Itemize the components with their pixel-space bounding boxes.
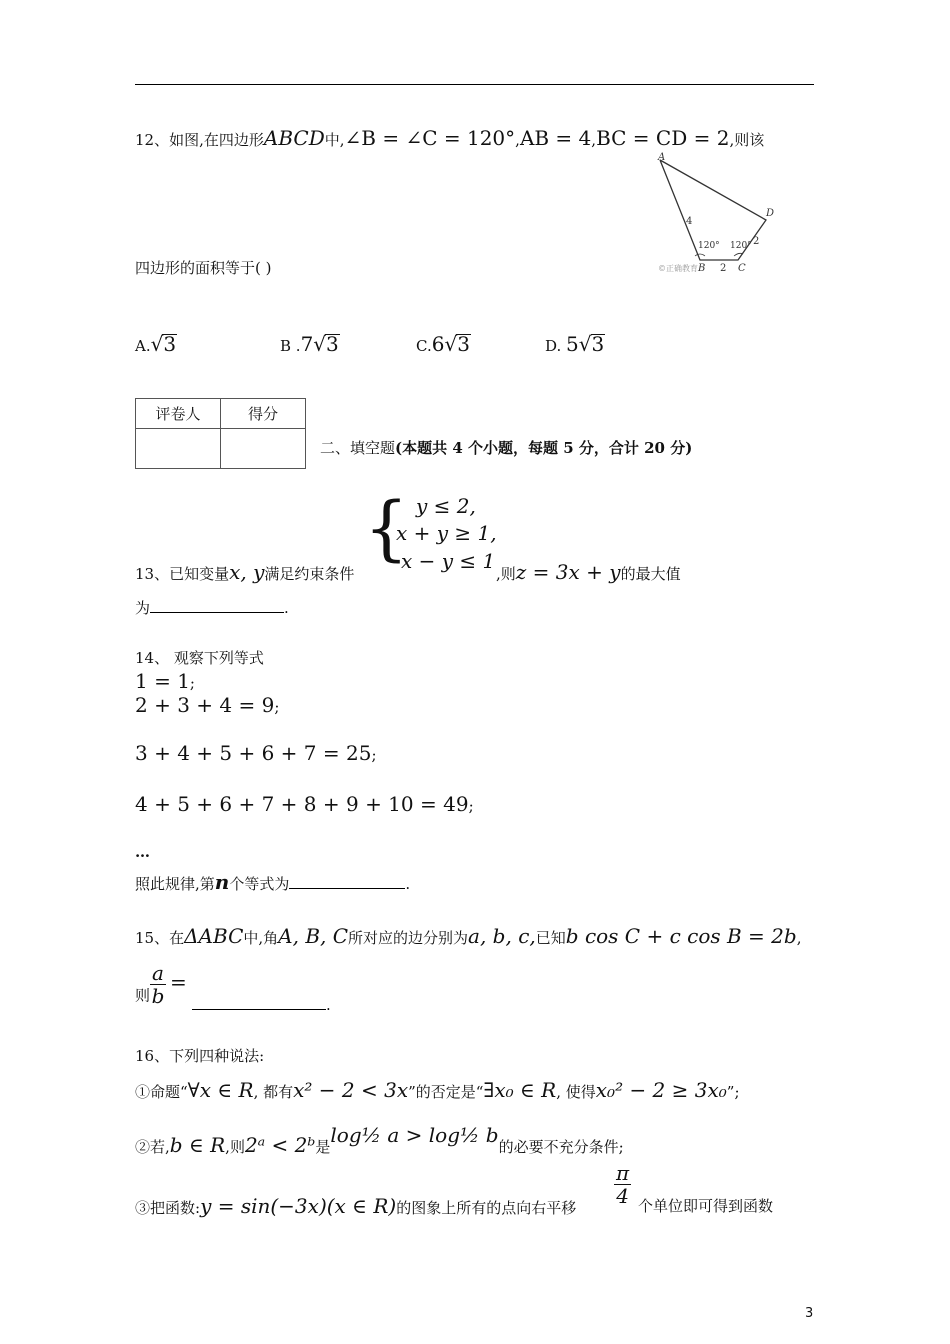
q13-answer-blank[interactable] [150, 598, 284, 613]
option-c-coef: 6 [431, 332, 445, 356]
q14-eq4-semi: ; [468, 797, 474, 815]
s2-text-c: 是 [315, 1138, 331, 1156]
option-a-rad: 3 [163, 332, 177, 356]
score-header-score: 得分 [221, 399, 306, 429]
s1-text-e: ”; [726, 1083, 740, 1101]
q12-figure [648, 148, 788, 276]
fig-label-a: A [658, 152, 666, 163]
fig-side-bc: 2 [720, 263, 727, 274]
q14-line-final [135, 872, 410, 894]
q15-equals: = [169, 969, 187, 994]
q13-text1: 已知变量 [169, 565, 230, 583]
q13-objective: z = 3x + y [515, 560, 621, 584]
fig-arc-b [695, 254, 705, 256]
option-a-label: A. [135, 337, 151, 355]
q15-condition: b cos C + c cos B = 2b [565, 924, 797, 948]
fig-label-d: D [766, 208, 775, 219]
q13-end: . [284, 599, 289, 617]
option-c-label: C. [416, 337, 432, 355]
q12-option-b [280, 334, 340, 356]
q13-constraint-3: x − y ≤ 1 [401, 549, 496, 573]
option-c-value: 6√3 [431, 332, 470, 356]
s2-math-2: 2ᵃ < 2ᵇ [244, 1133, 316, 1157]
q15-sides: a, b, c, [468, 924, 536, 948]
fig-angle-c: 120° [730, 241, 752, 251]
section2-title: 二、填空题 [320, 439, 396, 457]
q14-eq3 [135, 741, 377, 765]
q14-ellipsis: … [135, 843, 150, 861]
q15-numerator: a [152, 961, 164, 985]
q14-text2: 照此规律,第 [135, 875, 215, 893]
option-b-value: 7√3 [300, 332, 339, 356]
q15-denominator: b [151, 984, 165, 1008]
q15-text1: 在 [169, 929, 185, 947]
q12-sep1: , [515, 131, 520, 149]
s1-text-a: ①命题“ [135, 1083, 188, 1101]
option-d-coef: 5 [566, 332, 579, 356]
q14-number: 14、 [135, 649, 170, 667]
q16-number: 16、 [135, 1047, 170, 1065]
option-a-value: √3 [150, 332, 177, 356]
q12-option-d [545, 334, 605, 356]
q15-angles: A, B, C [278, 924, 349, 948]
option-b-label: B . [280, 337, 301, 355]
score-table [135, 398, 306, 469]
score-cell-grader [136, 429, 221, 469]
q13-constraint-2: x + y ≥ 1, [396, 521, 497, 545]
q12-line1 [135, 128, 764, 150]
s1-math-2: x² − 2 < 3x [293, 1078, 409, 1102]
q13-line2 [135, 598, 289, 618]
q14-eq3-semi: ; [371, 746, 377, 764]
q12-option-a [135, 334, 177, 356]
q13-number: 13、 [135, 565, 170, 583]
q14-answer-blank[interactable] [289, 874, 405, 889]
fig-angle-b: 120° [698, 241, 720, 251]
q16-statement-2 [135, 1123, 624, 1157]
q15-line1 [135, 926, 801, 948]
q15-line2 [135, 962, 187, 1007]
q16-text1: 下列四种说法: [169, 1047, 265, 1065]
q14-eq2-semi: ; [274, 698, 280, 716]
fig-side-ab: 4 [686, 216, 693, 227]
q13-line1-right [496, 562, 681, 584]
s1-text-b: , 都有 [253, 1083, 294, 1101]
fig-watermark: ©正确教育 [658, 264, 698, 273]
s3-text-a: ③把函数: [135, 1199, 201, 1217]
q12-ab: AB = 4 [519, 126, 592, 150]
s2-math-3: log½ a > log½ b [330, 1123, 499, 1147]
q12-option-c [416, 334, 471, 356]
header-rule [135, 84, 814, 85]
q12-quad: ABCD [263, 126, 325, 150]
q15-text4: 已知 [535, 929, 566, 947]
s3-denominator: 4 [616, 1184, 629, 1208]
fig-side-cd: 2 [753, 236, 760, 247]
q13-text3: ,则 [496, 565, 516, 583]
s2-text-a: ②若, [135, 1138, 170, 1156]
q15-fraction [150, 962, 166, 1007]
q12-sep2: , [591, 131, 597, 149]
score-header-grader: 评卷人 [136, 399, 221, 429]
option-b-rad: 3 [326, 332, 339, 356]
q14-eq3-text: 3 + 4 + 5 + 6 + 7 = 25 [135, 741, 372, 765]
q13-prefix: 为 [135, 599, 151, 617]
q14-n: n [214, 870, 230, 894]
q13-text2: 满足约束条件 [264, 565, 355, 583]
s2-math-1: b ∈ R [169, 1133, 226, 1157]
q14-eq2-text: 2 + 3 + 4 = 9 [135, 693, 275, 717]
s3-fraction [614, 1162, 631, 1207]
score-cell-score [221, 429, 306, 469]
s1-text-c: ”的否定是“ [408, 1083, 484, 1101]
q13-constraint-1: y ≤ 2, [416, 494, 476, 518]
q16-statement-1 [135, 1080, 740, 1102]
q12-number: 12、 [135, 131, 170, 149]
q12-angles: ∠B = ∠C = 120° [344, 126, 516, 150]
q14-text1: 观察下列等式 [173, 649, 264, 667]
q12-line2: 四边形的面积等于( ) [135, 259, 272, 277]
q13-text4: 的最大值 [620, 565, 681, 583]
q14-eq1-semi: ; [189, 674, 195, 692]
q15-answer [192, 995, 331, 1015]
option-d-rad: 3 [591, 332, 605, 356]
q14-eq1-text: 1 = 1 [135, 669, 190, 693]
fig-label-b: B [698, 263, 706, 274]
s2-text-d: 的必要不充分条件; [498, 1138, 624, 1156]
q15-text3: 所对应的边分别为 [348, 929, 469, 947]
q15-text2: 中,角 [243, 929, 279, 947]
q14-eq1 [135, 669, 195, 693]
q12-bc-cd: BC = CD = 2 [596, 126, 730, 150]
q14-eq4-text: 4 + 5 + 6 + 7 + 8 + 9 + 10 = 49 [135, 792, 469, 816]
s3-text-b: 的图象上所有的点向右平移 [396, 1199, 577, 1217]
q12-text: 如图,在四边形 [169, 131, 264, 149]
option-b-coef: 7 [300, 332, 314, 356]
q14-eq2 [135, 693, 279, 717]
q14-text3: 个等式为 [229, 875, 290, 893]
q15-number: 15、 [135, 929, 170, 947]
q13-brace: { [364, 487, 409, 569]
section2-heading [320, 438, 692, 458]
q13-line1 [135, 562, 354, 584]
s3-numerator: π [616, 1161, 630, 1185]
fig-label-c: C [738, 263, 746, 274]
q15-text5: , [796, 929, 802, 947]
s2-text-b: ,则 [225, 1138, 245, 1156]
option-d-value: 5√3 [566, 332, 605, 356]
q16-line1 [135, 1046, 264, 1066]
q13-vars: x, y [229, 560, 265, 584]
s1-math-1: ∀x ∈ R [187, 1078, 254, 1102]
option-c-rad: 3 [457, 332, 470, 356]
q14-end: . [405, 875, 411, 893]
q16-statement-3-tail: 个单位即可得到函数 [638, 1197, 774, 1215]
s1-math-3: ∃x₀ ∈ R [483, 1078, 557, 1102]
q15-end: . [326, 996, 331, 1014]
q12-text3: ,则该 [729, 131, 765, 149]
q12-text2: 中, [324, 131, 345, 149]
section2-note: (本题共 4 个小题，每题 5 分，合计 20 分) [395, 439, 693, 457]
q15-answer-blank[interactable] [192, 995, 326, 1010]
q14-line1 [135, 648, 264, 668]
q15-text6: 则 [135, 986, 151, 1005]
page-number: 3 [805, 1306, 814, 1321]
s1-text-d: , 使得 [556, 1083, 596, 1101]
s3-math-1: y = sin(−3x)(x ∈ R) [200, 1194, 397, 1218]
s1-math-4: x₀² − 2 ≥ 3x₀ [595, 1078, 727, 1102]
q16-statement-3 [135, 1196, 576, 1218]
q15-triangle: ΔABC [184, 924, 244, 948]
option-d-label: D. [545, 337, 562, 355]
q14-eq4 [135, 792, 474, 816]
